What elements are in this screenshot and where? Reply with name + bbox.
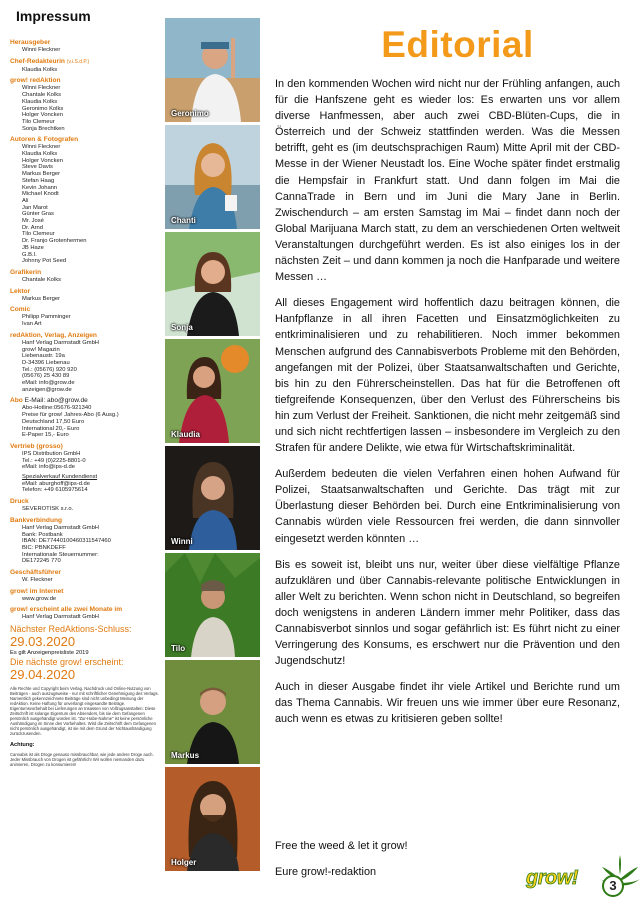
impressum-heading-text: Lektor — [10, 287, 31, 295]
editorial-closing — [275, 838, 408, 880]
impressum-section — [10, 568, 160, 584]
impressum-section — [10, 587, 160, 603]
impressum-line: eMail: info@ips-d.de — [22, 464, 75, 471]
impressum-heading-text: Druck — [10, 498, 29, 506]
impressum-line: Dr. Arnd — [22, 224, 43, 231]
impressum-line: Ivan Art — [22, 321, 42, 328]
price-list-note: Es gilt Anzeigenpreisliste 2019 — [10, 650, 89, 657]
impressum-line: eMail: aburghoff@ips-d.de — [22, 480, 90, 487]
impressum-line: Tilo Clemeur — [22, 231, 55, 238]
editorial-paragraph: All dieses Engagement wird hoffentlich dazu beitragen können, die Hanfpflanze in all ihren Facetten und Einsatzmöglichkeiten zu entkriminalisieren und zu rehabilitieren. Noch immer bekommen Menschen aufgrund des Cannabisverbots Probleme mit den Behörden, angefangen mit der Polizei, über Staatsanwaltschaften und Gerichte, bis hin zu den Führerscheinstellen. Das hat für die Betroffenen oft tiefgreifende Konsequenzen, über den Verlust des Führerscheins bis hin zum Verlust der Freiheit. Sanktionen, die nicht mehr zeitgemäß sind und sich nicht rechtfertigen lassen – insbesondere im Vergleich zu den Strafen für andere Delikte, wie etwa für Wirtschaftskriminalität. — [275, 297, 620, 455]
impressum-line: Tel.: (05676) 920 920 — [22, 366, 77, 373]
impressum-line: Philipp Pamminger — [22, 314, 71, 321]
deadline-block — [10, 624, 160, 682]
impressum-line: anzeigen@grow.de — [22, 386, 72, 393]
impressum-section-heading — [10, 587, 160, 596]
impressum-line: DE172245 770 — [22, 558, 61, 565]
impressum-line: eMail: info@grow.de — [22, 380, 75, 387]
impressum-section — [10, 497, 160, 513]
impressum-line: Hanf Verlag Darmstadt GmbH — [22, 524, 99, 531]
impressum-line: Johnny Pot Seed — [22, 258, 67, 265]
editorial-paragraph: Bis es soweit ist, bleibt uns nur, weiter über diese vielfältige Pflanze aufzuklären und über Cannabis-relevante politische Entwicklungen in aller Welt zu berichten. Wenn schon nicht in Deutschland, so begreifen doch wenigstens in anderen Ländern immer mehr Politiker, dass das Cannabisverbot sinnlos und sogar gefährlich ist: Es führt nicht zu einer Verringerung des Konsums, es erschwert nur die Prävention und den Jugendschutz! — [275, 558, 620, 668]
editorial-title: Editorial — [381, 24, 534, 65]
impressum-heading-text: grow! im Internet — [10, 587, 64, 595]
impressum-line: Markus Berger — [22, 295, 61, 302]
closing-signature: Eure grow!-redaktion — [275, 866, 377, 878]
impressum-heading-text: Abo — [10, 397, 23, 405]
impressum-line: D-34396 Liebenau — [22, 359, 70, 366]
geronimo-portrait — [165, 18, 260, 122]
editorial-paragraph: Auch in dieser Ausgabe findet ihr viele Artikel und Berichte rund um das Thema Cannabis. Wir freuen uns wie immer über eure Resonanz, auch wenn es etwas zu kritisieren geben sollte! — [275, 681, 620, 726]
warning-heading: Achtung: — [10, 742, 35, 749]
impressum-section — [10, 605, 160, 621]
impressum-line: Geronimo Kolks — [22, 105, 64, 112]
photo-caption: Chanti — [171, 216, 196, 225]
impressum-section — [10, 76, 160, 132]
impressum-section — [10, 331, 160, 394]
impressum-line: Hanf Verlag Darmstadt GmbH — [22, 614, 99, 621]
impressum-section-heading — [10, 268, 160, 277]
impressum-line: Klaudia Kolks — [22, 98, 58, 105]
impressum-line: Tel.: +49 (0)2225-8801-0 — [22, 457, 86, 464]
tilo-portrait — [165, 553, 260, 657]
logo-wordmark: grow! — [526, 867, 578, 889]
impressum-heading-text: redAktion, Verlag, Anzeigen — [10, 331, 97, 339]
impressum-line: W. Fleckner — [22, 577, 53, 584]
impressum-heading-text: Comic — [10, 306, 31, 314]
photo-markus — [165, 660, 260, 764]
impressum-line: JB Haze — [22, 244, 44, 251]
photo-chanti — [165, 125, 260, 229]
impressum-heading-text: Vertrieb (grosso) — [10, 442, 63, 450]
copyright-fineprint: Alle Rechte und Copyright beim Verlag. Nachdruck und Online-Nutzung von Beiträgen - auch auszugsweise - nur mit schriftlicher Genehmigung des Verlags. Namentlich gekennzeichnete Beiträge sind nicht unbedingt Meinung der redAktion. Keine Haftung für unverlangt eingesandte Beiträge. Eigentumsvorbehalt bei Lieferungen an Insassen von Vollzugsanstalten: Diese Zeitschrift ist solange Eigentum des Absenders, bis sie dem Gefangenen persönlich ausgehändigt worden ist. "Zur-Habe-Nahme" ist keine persönliche Aushändigung im Sinne des Vorbehaltes. Wird die Zeitschrift dem Gefangenen nicht persönlich ausgehändigt, ist sie mit dem Grund der Nichtaushändigung zurückzusenden. — [10, 686, 159, 737]
impressum-line: Dr. Franjo Grotenhermen — [22, 238, 87, 245]
markus-portrait — [165, 660, 260, 764]
impressum-section-heading — [10, 605, 160, 614]
impressum-section — [10, 442, 160, 471]
impressum-heading-text: Chef-Redakteurin — [10, 57, 65, 65]
impressum-section-heading — [10, 135, 160, 144]
impressum-heading-extra: E-Mail: abo@grow.de — [24, 397, 88, 405]
impressum-heading-note: (v.i.S.d.P.) — [66, 58, 90, 65]
editorial-paragraph: Außerdem bedeuten die vielen Verfahren einen hohen Aufwand für Polizei, Staatsanwaltschaften und Gerichte. Das trägt mit zur Überlastung dieser Behörden bei. Durch eine Entkriminalisierung von Cannabis würden viele Ressourcen frei werden, die dann sinnvoller eingesetzt werden könnten … — [275, 468, 620, 545]
impressum-line: Jan Marot — [22, 204, 48, 211]
impressum-line: Winni Fleckner — [22, 144, 61, 151]
impressum-line: Liebenaustr. 19a — [22, 353, 65, 360]
holger-portrait — [165, 767, 260, 871]
impressum-heading-text: Geschäftsführer — [10, 569, 61, 577]
chanti-portrait — [165, 125, 260, 229]
impressum-line: Holger Voncken — [22, 112, 63, 119]
next-issue-label: Die nächste grow! erscheint: — [10, 657, 124, 668]
impressum-line: Sonja Brechtken — [22, 125, 65, 132]
impressum-heading-text: grow! erscheint alle zwei Monate im — [10, 606, 123, 614]
photo-winni — [165, 446, 260, 550]
impressum-section-heading — [10, 497, 160, 506]
photo-geronimo — [165, 18, 260, 122]
impressum-line: Steve Davis — [22, 164, 53, 171]
impressum-line: Chantale Kolks — [22, 276, 61, 283]
impressum-title: Impressum — [16, 8, 91, 24]
impressum-section-heading — [10, 331, 160, 340]
impressum-section-heading — [10, 442, 160, 451]
editorial-column — [275, 24, 620, 738]
photo-holger — [165, 767, 260, 871]
page-number: 3 — [602, 875, 624, 897]
impressum-line: G.B.I. — [22, 251, 37, 258]
impressum-line: Hanf Verlag Darmstadt GmbH — [22, 339, 99, 346]
impressum-section-heading — [10, 57, 160, 67]
winni-portrait — [165, 446, 260, 550]
impressum-line: SEVEROTISK s.r.o. — [22, 506, 74, 513]
klaudia-portrait — [165, 339, 260, 443]
impressum-line: IPS Distribution GmbH — [22, 450, 81, 457]
photo-tilo — [165, 553, 260, 657]
impressum-line: Abo-Hotline:05676-921340 — [22, 405, 92, 412]
impressum-section-heading — [10, 305, 160, 314]
impressum-section — [10, 57, 160, 74]
impressum-line: BIC: PBNKDEFF — [22, 544, 66, 551]
photo-caption: Tilo — [171, 644, 186, 653]
photo-caption: Markus — [171, 751, 200, 760]
impressum-line: Klaudia Kolks — [22, 66, 58, 73]
impressum-line: Bank: Postbank — [22, 531, 63, 538]
impressum-line: Winni Fleckner — [22, 47, 61, 53]
impressum-heading-text: Bankverbindung — [10, 516, 63, 524]
next-issue-date: 29.04.2020 — [10, 667, 76, 683]
impressum-heading-text: grow! redAktion — [10, 77, 61, 85]
impressum-section-heading — [10, 287, 160, 296]
sonja-portrait — [165, 232, 260, 336]
impressum-line: Klaudia Kolks — [22, 151, 58, 158]
impressum-line: E-Paper 15,- Euro — [22, 432, 69, 439]
impressum-line: Günter Gras — [22, 211, 54, 218]
impressum-section — [10, 396, 160, 439]
impressum-line: Deutschland 17,50 Euro — [22, 418, 85, 425]
impressum-section — [10, 38, 160, 54]
editorial-body — [275, 76, 620, 728]
impressum-section — [10, 135, 160, 265]
impressum-heading-text: Autoren & Fotografen — [10, 136, 79, 144]
next-deadline-date: 29.03.2020 — [10, 634, 76, 650]
photo-caption: Holger — [171, 858, 197, 867]
photo-caption: Klaudia — [171, 430, 200, 439]
impressum-line: Chantale Kolks — [22, 92, 61, 99]
photo-sonja — [165, 232, 260, 336]
closing-slogan: Free the weed & let it grow! — [275, 840, 408, 852]
impressum-line: International 20,- Euro — [22, 425, 80, 432]
photo-caption: Winni — [171, 537, 193, 546]
impressum-sections — [10, 38, 160, 621]
impressum-line: Holger Voncken — [22, 157, 63, 164]
impressum-line: grow! Magazin — [22, 346, 60, 353]
grow-logo — [520, 855, 640, 903]
impressum-section — [10, 516, 160, 565]
impressum-line: Markus Berger — [22, 171, 61, 178]
impressum-heading-text: Herausgeber — [10, 39, 51, 46]
impressum-section-heading — [10, 516, 160, 525]
impressum-section — [10, 287, 160, 303]
impressum-subheading: Spezialverkauf Kundendienst — [22, 474, 98, 481]
impressum-section — [10, 305, 160, 327]
impressum-line: Winni Fleckner — [22, 85, 61, 92]
impressum-line: (05676) 25 430 89 — [22, 373, 70, 380]
impressum-line: Michael Knodt — [22, 191, 59, 198]
impressum-line: Telefon: +49 6105975614 — [22, 487, 88, 494]
impressum-section-heading — [10, 38, 160, 47]
editorial-paragraph: In den kommenden Wochen wird nicht nur der Frühling anfangen, auch für die Hanfszene geht es wieder los: Es erwarten uns vor allem diverse Hanfmessen, aber auch zwei CBD-Blüten-Cups, die in Österreich und der Schweiz stattfinden werden. Was die Messen betrifft, geht es (im deutschsprachigen Raum) Mitte April mit der CBD-Messe in der Wiener Neustadt los. Eine Woche später findet erstmalig die Hempsfair in Frankfurt statt. Und dann folgen im Mai die CannaTrade in Bern und im Juni die Mary Jane in Berlin. Zwischendurch – am ersten Samstag im Mai – findet dann noch der Global Marijuana March statt, zu dem an verschiedenen Orten weltweit Veranstaltungen durchgeführt werden. Es ist also einiges los in der nächsten Zeit – und dann kommen ja noch die Hanfparade und weitere Messen … — [275, 78, 620, 284]
impressum-line: www.grow.de — [22, 595, 57, 602]
impressum-section — [10, 268, 160, 284]
impressum-section-heading — [10, 396, 160, 405]
impressum-section-heading — [10, 76, 160, 85]
impressum-line: Kevin Johann — [22, 184, 58, 191]
impressum-line: Preise für grow! Jahres-Abo (6 Ausg.) — [22, 412, 119, 419]
impressum-section — [10, 474, 160, 494]
impressum-heading-text: Grafikerin — [10, 268, 42, 276]
photo-caption: Sonja — [171, 323, 193, 332]
impressum-line: IBAN: DE77440100460311547460 — [22, 538, 111, 545]
impressum-line: Ali — [22, 197, 29, 204]
warning-text: Cannabis ist als Droge genauso missbrauchbar, wie jede andere Droge auch. Jeder Missbrauch von Drogen ist gefährlich! Wir wollen niemanden dazu animieren, Drogen zu konsumieren! — [10, 752, 154, 768]
impressum-section-heading — [10, 568, 160, 577]
impressum-line: Internationale Steuernummer: — [22, 551, 99, 558]
impressum-line: Mr. José — [22, 218, 44, 225]
team-photo-column — [165, 18, 260, 874]
impressum-column — [10, 8, 160, 900]
photo-caption: Geronimo — [171, 109, 209, 118]
impressum-line: Tilo Clemeur — [22, 118, 55, 125]
photo-klaudia — [165, 339, 260, 443]
next-deadline-label: Nächster RedAktions-Schluss: — [10, 624, 132, 635]
impressum-line: Stefan Haag — [22, 177, 55, 184]
